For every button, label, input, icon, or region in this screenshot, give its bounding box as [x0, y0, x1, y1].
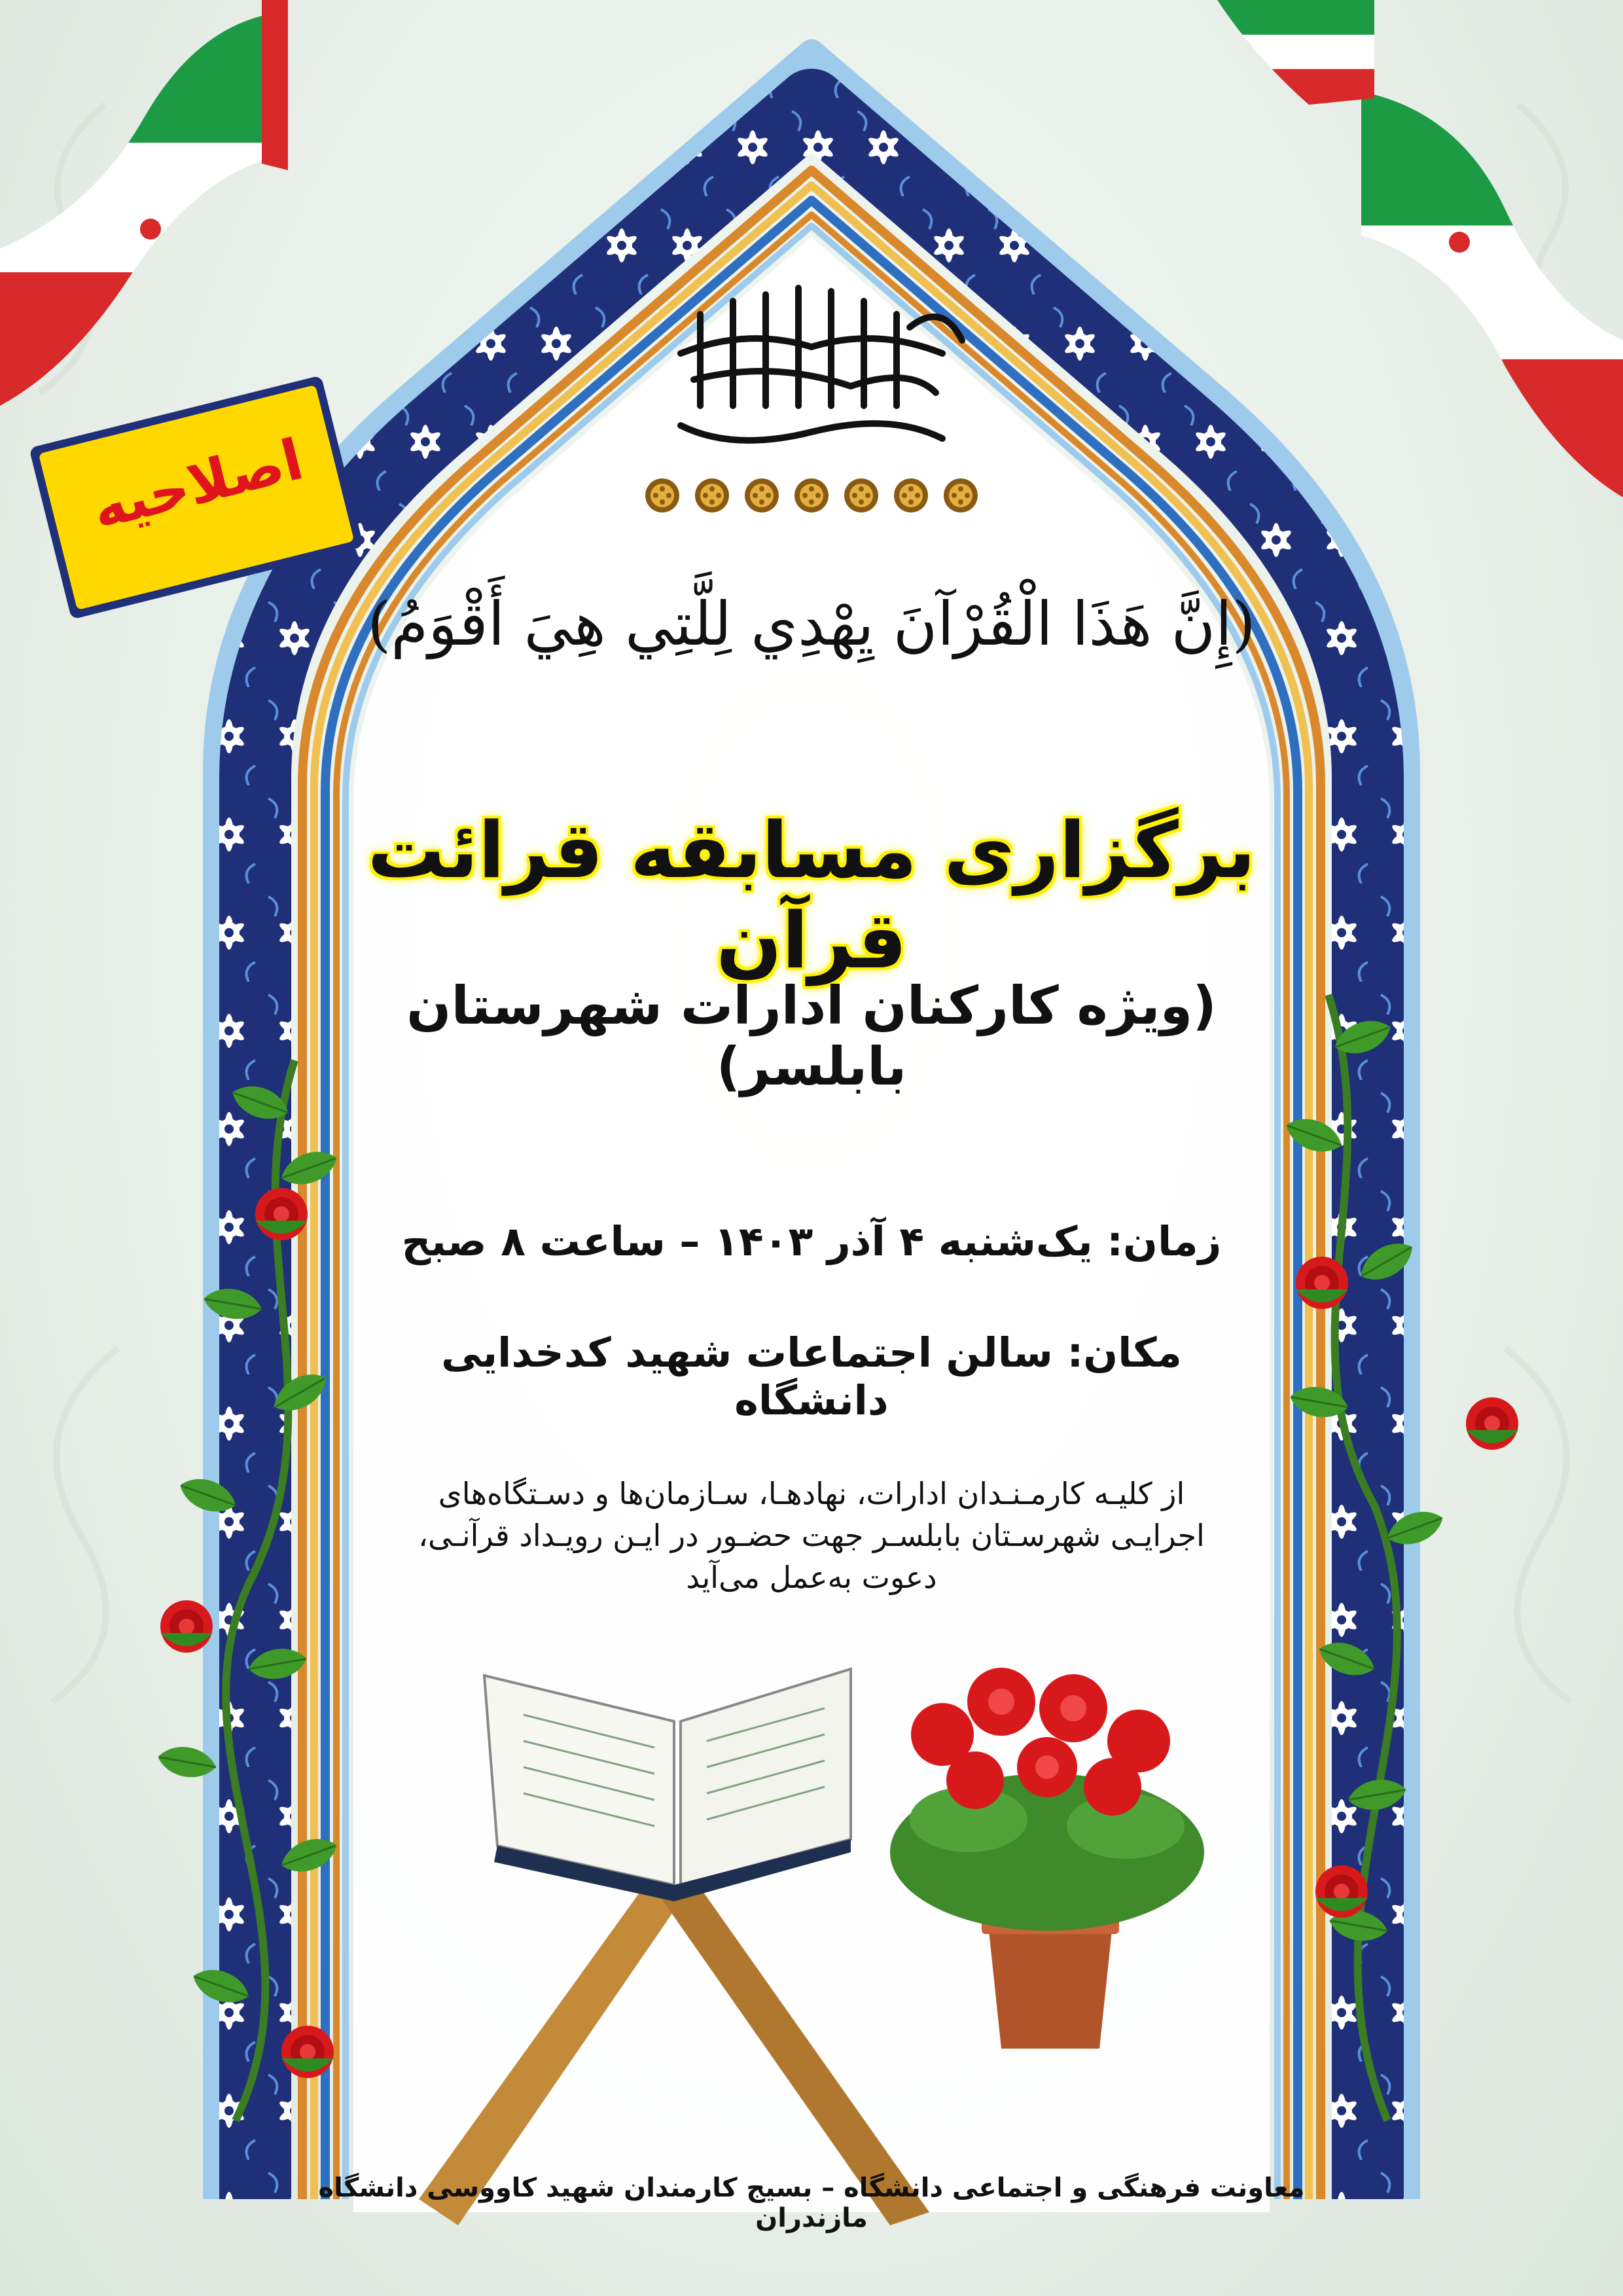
invitation-paragraph: [353, 1473, 1270, 1598]
event-place: مکان: سالن اجتماعات شهید کدخدایی دانشگاه: [441, 1329, 1182, 1424]
footer-credits: معاونت فرهنگی و اجتماعی دانشگاه – بسیج کارمندان شهید کاووسی دانشگاه مازندران: [318, 2173, 1305, 2233]
invitation-line-2: اجرایـی شهرسـتان بابلسـر جهت حضـور در ایـن رویـداد قرآنـی،: [418, 1518, 1205, 1553]
event-time: زمان: یک‌شنبه ۴ آذر ۱۴۰۳ – ساعت ۸ صبح: [401, 1217, 1222, 1265]
invitation-line-1: از کلیـه کارمـنـدان ادارات، نهادهـا، سـازمان‌ها و دسـتگاه‌های: [438, 1476, 1185, 1511]
page-subtitle: (ویژه کارکنان ادارات شهرستان بابلسر): [406, 975, 1217, 1097]
page-title: برگزاری مسابقه قرائت قرآن: [367, 805, 1256, 986]
badge-label: اصلاحیه: [86, 426, 310, 543]
iran-flag-left-icon: [0, 0, 288, 406]
iran-flag-right-icon: [1217, 0, 1623, 497]
quran-verse: (إِنَّ هَذَا الْقُرْآنَ يِهْدِي لِلَّتِي هِيَ أَقْوَمُ): [367, 589, 1256, 659]
invitation-line-3: دعوت به‌عمل می‌آید: [686, 1560, 937, 1595]
